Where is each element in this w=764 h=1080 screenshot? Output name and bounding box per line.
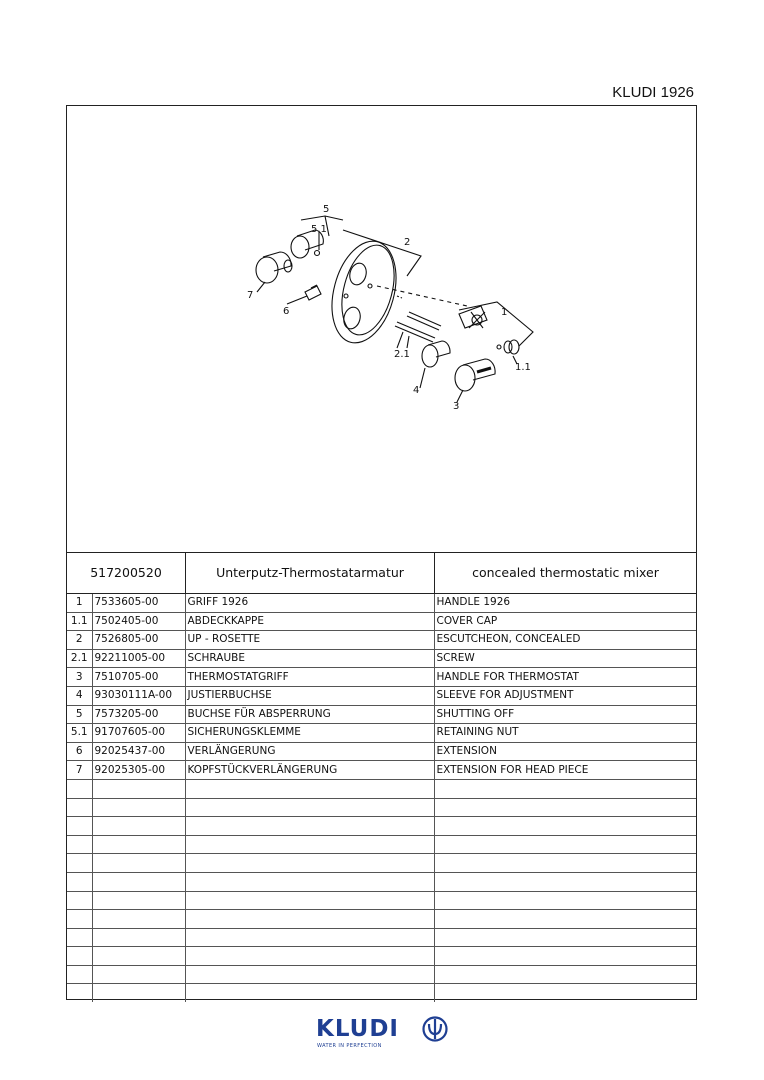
part-name-de-cell [185,947,434,966]
part-number-cell: 7526805-00 [92,631,185,650]
kludi-logo [316,1016,448,1052]
drawing-frame [66,105,697,1000]
part-number-cell: 7573205-00 [92,705,185,724]
part-number-cell: 93030111A-00 [92,686,185,705]
callout-2-1: 2.1 [394,349,410,360]
callout-6: 6 [283,306,290,317]
part-name-en-cell: HANDLE 1926 [434,594,696,612]
part-name-de-cell [185,891,434,910]
part-name-de-cell [185,910,434,929]
callout-1: 1 [501,307,508,318]
part-name-en-cell: EXTENSION [434,742,696,761]
part-name-de-cell [185,872,434,891]
table-row [67,649,696,668]
callout-labels [247,204,531,412]
table-row [67,631,696,650]
part-name-de-cell: GRIFF 1926 [185,594,434,612]
part-position-cell [67,779,92,798]
part-position-cell: 2.1 [67,649,92,668]
part-name-de-cell [185,779,434,798]
part-number-cell [92,910,185,929]
part-position-cell [67,891,92,910]
part-position-cell: 3 [67,668,92,687]
article-number: 517200520 [90,565,162,580]
part-name-en-cell: HANDLE FOR THERMOSTAT [434,668,696,687]
parts-list-table [67,594,696,1002]
part-number-cell [92,965,185,984]
part-position-cell: 5 [67,705,92,724]
part-name-en-cell: SLEEVE FOR ADJUSTMENT [434,686,696,705]
part-name-en-cell [434,984,696,1002]
part-name-en-cell [434,910,696,929]
table-row [67,798,696,817]
callout-5-1: 5.1 [311,224,327,235]
part-number-cell [92,835,185,854]
part-number-cell: 92211005-00 [92,649,185,668]
parts-list-body [67,594,696,1002]
callout-3: 3 [453,401,460,412]
part-position-cell [67,835,92,854]
part-name-de-cell: BUCHSE FÜR ABSPERRUNG [185,705,434,724]
part-position-cell [67,947,92,966]
table-row [67,612,696,631]
part-name-en-cell [434,965,696,984]
part-name-en-cell [434,891,696,910]
part-name-en-cell: EXTENSION FOR HEAD PIECE [434,761,696,780]
article-name-de: Unterputz-Thermostatarmatur [216,565,404,580]
part-name-en-cell: RETAINING NUT [434,724,696,743]
part-name-de-cell: SCHRAUBE [185,649,434,668]
part-number-cell: 91707605-00 [92,724,185,743]
part-name-de-cell: ABDECKKAPPE [185,612,434,631]
part-name-de-cell [185,928,434,947]
part-6-shape [305,285,321,300]
table-row [67,724,696,743]
part-position-cell: 5.1 [67,724,92,743]
part-number-cell [92,872,185,891]
logo-symbol-icon [422,1016,448,1042]
document-title: KLUDI 1926 [612,84,694,101]
part-name-en-cell [434,817,696,836]
part-position-cell: 7 [67,761,92,780]
part-number-cell: 7510705-00 [92,668,185,687]
part-number-cell: 7533605-00 [92,594,185,612]
part-number-cell [92,779,185,798]
part-position-cell [67,798,92,817]
table-row [67,835,696,854]
part-position-cell [67,817,92,836]
table-row [67,779,696,798]
callout-5: 5 [323,204,330,215]
table-row [67,817,696,836]
table-row [67,761,696,780]
table-row [67,928,696,947]
part-name-de-cell [185,798,434,817]
part-name-de-cell [185,835,434,854]
table-row [67,854,696,873]
table-row [67,947,696,966]
callout-2: 2 [404,237,411,248]
part-name-en-cell [434,947,696,966]
part-position-cell: 1 [67,594,92,612]
part-name-en-cell [434,798,696,817]
part-position-cell: 4 [67,686,92,705]
part-position-cell [67,872,92,891]
part-name-en-cell [434,928,696,947]
part-name-en-cell [434,854,696,873]
part-1-1-shape [497,340,519,354]
part-position-cell: 6 [67,742,92,761]
part-position-cell [67,854,92,873]
table-row [67,686,696,705]
part-7-shape [256,252,292,283]
part-position-cell: 1.1 [67,612,92,631]
part-name-de-cell: SICHERUNGSKLEMME [185,724,434,743]
part-number-cell [92,798,185,817]
exploded-view-drawing [67,106,696,552]
part-name-en-cell [434,835,696,854]
part-name-de-cell: THERMOSTATGRIFF [185,668,434,687]
table-row [67,742,696,761]
part-name-de-cell [185,984,434,1002]
table-row [67,872,696,891]
part-name-de-cell [185,965,434,984]
table-row [67,705,696,724]
part-position-cell: 2 [67,631,92,650]
part-number-cell: 92025305-00 [92,761,185,780]
part-name-en-cell: SCREW [434,649,696,668]
exploded-view-svg [67,106,696,552]
logo-tagline: WATER IN PERFECTION [317,1043,382,1049]
table-row [67,984,696,1002]
part-position-cell [67,928,92,947]
table-row [67,594,696,612]
part-name-de-cell: VERLÄNGERUNG [185,742,434,761]
part-2-shape [322,234,407,350]
callout-1-1: 1.1 [515,362,531,373]
part-name-en-cell: COVER CAP [434,612,696,631]
article-header [67,552,696,594]
part-name-en-cell [434,779,696,798]
part-name-de-cell: UP - ROSETTE [185,631,434,650]
table-row [67,965,696,984]
part-number-cell: 92025437-00 [92,742,185,761]
callout-4: 4 [413,385,420,396]
part-name-de-cell: JUSTIERBUCHSE [185,686,434,705]
part-name-en-cell: ESCUTCHEON, CONCEALED [434,631,696,650]
callout-7: 7 [247,290,254,301]
part-4-shape [422,341,450,367]
logo-wordmark: KLUDI [316,1016,399,1042]
part-name-de-cell: KOPFSTÜCKVERLÄNGERUNG [185,761,434,780]
article-name-en: concealed thermostatic mixer [472,565,659,580]
part-position-cell [67,984,92,1002]
part-number-cell [92,928,185,947]
part-position-cell [67,965,92,984]
part-name-de-cell [185,854,434,873]
part-2-1-shape [395,312,441,342]
part-number-cell [92,984,185,1002]
part-name-de-cell [185,817,434,836]
part-number-cell [92,854,185,873]
part-number-cell [92,947,185,966]
part-3-shape [455,359,495,391]
part-number-cell: 7502405-00 [92,612,185,631]
part-name-en-cell [434,872,696,891]
part-number-cell [92,891,185,910]
part-number-cell [92,817,185,836]
table-row [67,910,696,929]
table-row [67,891,696,910]
part-position-cell [67,910,92,929]
part-name-en-cell: SHUTTING OFF [434,705,696,724]
table-row [67,668,696,687]
